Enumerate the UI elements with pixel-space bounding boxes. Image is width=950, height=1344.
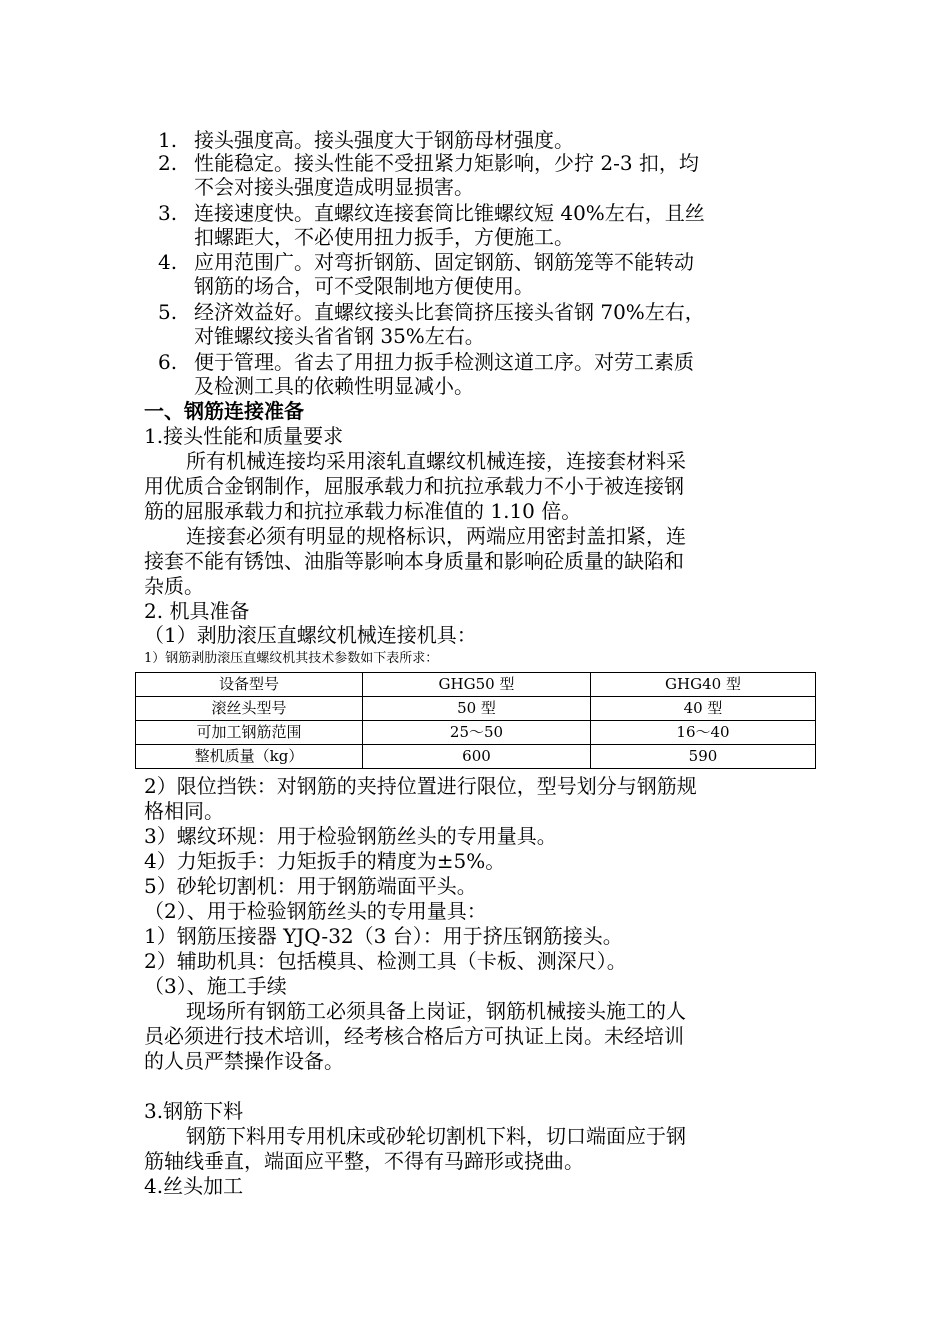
table-cell: GHG40 型 <box>591 673 816 697</box>
table-cell: 设备型号 <box>136 673 363 697</box>
list-number: 4. <box>158 250 178 274</box>
list-item-text: 扣螺距大，不必使用扭力扳手，方便施工。 <box>194 225 574 249</box>
list-item-text: 便于管理。省去了用扭力扳手检测这道工序。对劳工素质 <box>194 350 694 374</box>
list-item-text: 接头强度高。接头强度大于钢筋母材强度。 <box>194 128 574 152</box>
table-cell: 16～40 <box>591 721 816 745</box>
subsection-title: 1.接头性能和质量要求 <box>144 424 344 448</box>
table-cell: 25～50 <box>363 721 591 745</box>
table-row <box>136 673 816 697</box>
paragraph-line: 连接套必须有明显的规格标识，两端应用密封盖扣紧，连 <box>186 524 686 548</box>
list-item-text: （3）、施工手续 <box>144 974 287 998</box>
list-item-text: 对锥螺纹接头省省钢 35%左右。 <box>194 324 485 348</box>
list-item-text: 4）力矩扳手：力矩扳手的精度为±5%。 <box>144 849 506 873</box>
paragraph-line: 所有机械连接均采用滚轧直螺纹机械连接，连接套材料采 <box>186 449 686 473</box>
table-cell: 滚丝头型号 <box>136 697 363 721</box>
section-heading: 一、钢筋连接准备 <box>144 399 304 423</box>
list-number: 1. <box>158 128 178 152</box>
list-item-text: 应用范围广。对弯折钢筋、固定钢筋、钢筋笼等不能转动 <box>194 250 694 274</box>
table-cell: 590 <box>591 745 816 769</box>
subsection-title: 2. 机具准备 <box>144 599 250 623</box>
list-item-text: 1）钢筋压接器 YJQ-32（3 台）：用于挤压钢筋接头。 <box>144 924 623 948</box>
list-item-text: 不会对接头强度造成明显损害。 <box>194 175 474 199</box>
paragraph-line: 的人员严禁操作设备。 <box>144 1049 344 1073</box>
subsection-title: 4.丝头加工 <box>144 1174 244 1198</box>
table-caption: 1）钢筋剥肋滚压直螺纹机其技术参数如下表所求： <box>144 651 439 666</box>
table-cell: 整机质量（kg） <box>136 745 363 769</box>
list-item-text: 及检测工具的依赖性明显减小。 <box>194 374 474 398</box>
paragraph-line: 钢筋下料用专用机床或砂轮切割机下料，切口端面应于钢 <box>186 1124 686 1148</box>
list-number: 5. <box>158 300 178 324</box>
list-item-text: 连接速度快。直螺纹连接套筒比锥螺纹短 40%左右，且丝 <box>194 201 705 225</box>
spec-table <box>135 672 816 769</box>
list-item-text: 钢筋的场合，可不受限制地方便使用。 <box>194 274 534 298</box>
list-item-text: （2）、用于检验钢筋丝头的专用量具： <box>144 899 487 923</box>
subsection-title: 3.钢筋下料 <box>144 1099 244 1123</box>
table-cell: 40 型 <box>591 697 816 721</box>
paragraph-line: 接套不能有锈蚀、油脂等影响本身质量和影响砼质量的缺陷和 <box>144 549 684 573</box>
paragraph-line: 员必须进行技术培训，经考核合格后方可执证上岗。未经培训 <box>144 1024 684 1048</box>
list-number: 2. <box>158 151 178 175</box>
table-row <box>136 745 816 769</box>
table-row <box>136 721 816 745</box>
paragraph-line: 筋的屈服承载力和抗拉承载力标准值的 1.10 倍。 <box>144 499 582 523</box>
paragraph-line: 现场所有钢筋工必须具备上岗证，钢筋机械接头施工的人 <box>186 999 686 1023</box>
table-cell: 50 型 <box>363 697 591 721</box>
paragraph-line: 筋轴线垂直，端面应平整，不得有马蹄形或挠曲。 <box>144 1149 584 1173</box>
table-cell: 可加工钢筋范围 <box>136 721 363 745</box>
paragraph-line: 杂质。 <box>144 574 204 598</box>
list-item-text: （1）剥肋滚压直螺纹机械连接机具： <box>144 623 477 647</box>
list-item-text: 2）辅助机具：包括模具、检测工具（卡板、测深尺）。 <box>144 949 627 973</box>
list-number: 6. <box>158 350 178 374</box>
table-cell: GHG50 型 <box>363 673 591 697</box>
list-item-text: 格相同。 <box>144 799 224 823</box>
table-cell: 600 <box>363 745 591 769</box>
list-item-text: 3）螺纹环规：用于检验钢筋丝头的专用量具。 <box>144 824 557 848</box>
list-item-text: 5）砂轮切割机：用于钢筋端面平头。 <box>144 874 477 898</box>
paragraph-line: 用优质合金钢制作，屈服承载力和抗拉承载力不小于被连接钢 <box>144 474 684 498</box>
table-row <box>136 697 816 721</box>
list-item-text: 经济效益好。直螺纹接头比套筒挤压接头省钢 70%左右， <box>194 300 705 324</box>
list-item-text: 2）限位挡铁：对钢筋的夹持位置进行限位，型号划分与钢筋规 <box>144 774 697 798</box>
list-number: 3. <box>158 201 178 225</box>
list-item-text: 性能稳定。接头性能不受扭紧力矩影响，少拧 2-3 扣，均 <box>194 151 699 175</box>
